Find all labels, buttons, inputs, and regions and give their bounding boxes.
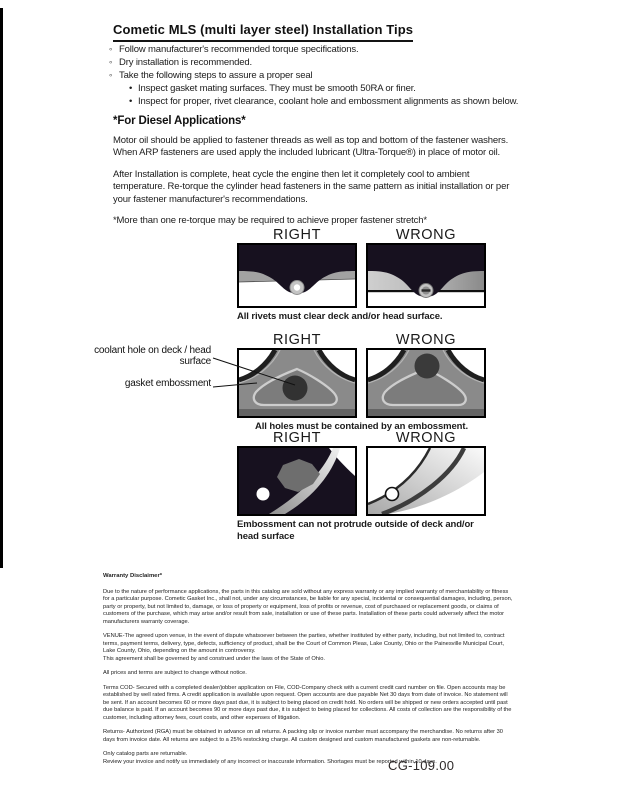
tip-text: Inspect for proper, rivet clearance, coolant hole and embossment alignments as shown below. — [138, 96, 519, 107]
disclaimer-heading: Warranty Disclaimer* — [103, 573, 163, 579]
figure2-caption: All holes must be contained by an embossment. — [255, 421, 468, 432]
page-header — [113, 21, 413, 42]
tips-list — [109, 43, 539, 108]
disclaimer-paragraph: Returns- Authorized (RGA) must be obtained in advance on all returns. A packing slip or invoice number must accompany the merchandise. No returns after 30 days from invoice date. All returns are subject to a 25% restocking charge. All custom designed and custom manufactured gaskets are non-returnable. — [103, 729, 503, 743]
diesel-paragraph-1: Motor oil should be applied to fastener threads as well as top and bottom of the fastener washers. When ARP fasteners are used apply the included lubricant (Ultra-Torque®) in place of motor oil. — [113, 134, 509, 158]
figure1-wrong-label: WRONG — [395, 227, 457, 243]
tip-text: Dry installation is recommended. — [119, 57, 253, 68]
tip-text: Inspect gasket mating surfaces. They must be smooth 50RA or finer. — [138, 83, 416, 94]
figure-embossment-protrusion — [237, 431, 486, 542]
figure2-wrong-label: WRONG — [395, 332, 457, 348]
rivet-wrong-diagram — [366, 243, 486, 308]
figure2-right-label: RIGHT — [272, 332, 322, 348]
figure1-caption: All rivets must clear deck and/or head surface. — [237, 311, 443, 322]
tip-text: Follow manufacturer's recommended torque specifications. — [119, 44, 359, 55]
figure1-right-label: RIGHT — [272, 227, 322, 243]
disclaimer-paragraph: VENUE-The agreed upon venue, in the event of dispute whatsoever between the parties, whether instituted by either party, including, but not limited to, contract terms, payment terms, delivery, type, defects, sufficiency of product, shall be the Court of Common Pleas, Lake County, Ohio or the Painesville Municipal Court, Lake County, Ohio, depending on the amount in controversy. — [103, 633, 505, 654]
disclaimer-paragraph: Terms COD- Secured with a completed dealer/jobber application on File, COD-Company check with a current credit card number on file. Open accounts may be established by well rated firms. A credit application is available upon request. Open accounts are due payable Net 30 days from date of invoice. No statement will be sent. If an account becomes 60 or more days past due, it is subject to being placed on credit hold. No orders will be shipped or new orders accepted until past due balance is paid. If an account becomes 90 or more days past due, it is subject to being placed for collections. All costs of collection are the responsibility of the customer, including attorney fees, court costs, and other expenses of litigation. — [103, 684, 512, 721]
diesel-note: *More than one re-torque may be required to achieve proper fastener stretch* — [113, 215, 427, 226]
diesel-section — [113, 115, 521, 237]
rivet-right-diagram — [237, 243, 357, 308]
tip-text: Take the following steps to assure a proper seal — [119, 70, 313, 81]
disclaimer-paragraph: Review your invoice and notify us immediately of any incorrect or inaccurate information. Shortages must be reported within 10 days. — [103, 758, 437, 765]
figures-section — [94, 227, 486, 558]
protrusion-right-diagram — [237, 446, 357, 516]
tip-sub-item — [129, 82, 539, 95]
embossment-right-diagram — [237, 348, 357, 418]
disclaimer-paragraph: All prices and terms are subject to change without notice. — [103, 670, 247, 676]
figure3-right-label: RIGHT — [272, 430, 322, 446]
tip-item — [109, 56, 539, 69]
coolant-hole-label: coolant hole on deck / head surface — [94, 345, 211, 367]
tip-sub-item — [129, 95, 539, 108]
diesel-paragraph-2: After Installation is complete, heat cycle the engine then let it completely cool to ambient temperature. Re-torque the cylinder head fasteners in the same pattern as initial installation or per your fastener manufacturer's recommendations. — [113, 168, 510, 205]
figure3-caption: Embossment can not protrude outside of deck and/or head surface — [237, 519, 474, 542]
diesel-heading: *For Diesel Applications* — [113, 115, 246, 127]
page-title: Cometic MLS (multi layer steel) Installation Tips — [113, 22, 413, 42]
protrusion-wrong-diagram — [366, 446, 486, 516]
gasket-embossment-label: gasket embossment — [124, 378, 211, 389]
disclaimer-paragraph: Only catalog parts are returnable. — [103, 751, 188, 757]
warranty-disclaimer — [103, 573, 515, 773]
embossment-wrong-diagram — [366, 348, 486, 418]
tip-item — [109, 43, 539, 56]
page-edge-bar — [0, 8, 3, 568]
disclaimer-paragraph: This agreement shall be governed by and construed under the laws of the State of Ohio. — [103, 655, 325, 662]
disclaimer-paragraph: Due to the nature of performance applications, the parts in this catalog are sold without any express warranty or any implied warranty of merchantability or fitness for a particular purpose. Cometic Gasket Inc., shall not, under any circumstances, be liable for any special, incidental or consequential damages, including, person, party or property, but not limited to, damage, or loss of property or equipment, loss of profits or revenue, cost of purchased or replacement goods, or claims of customers of the purchase, which may arise and/or result from sale, installation or use of these parts. Installation of these parts could adversely affect the motor manufacturers warranty coverage. — [103, 588, 513, 625]
figure-coolant-embossment — [94, 332, 486, 433]
tip-item — [109, 69, 539, 82]
page-code: CG-109.00 — [388, 758, 455, 773]
figure-rivet-clearance — [237, 228, 486, 323]
figure3-wrong-label: WRONG — [395, 430, 457, 446]
